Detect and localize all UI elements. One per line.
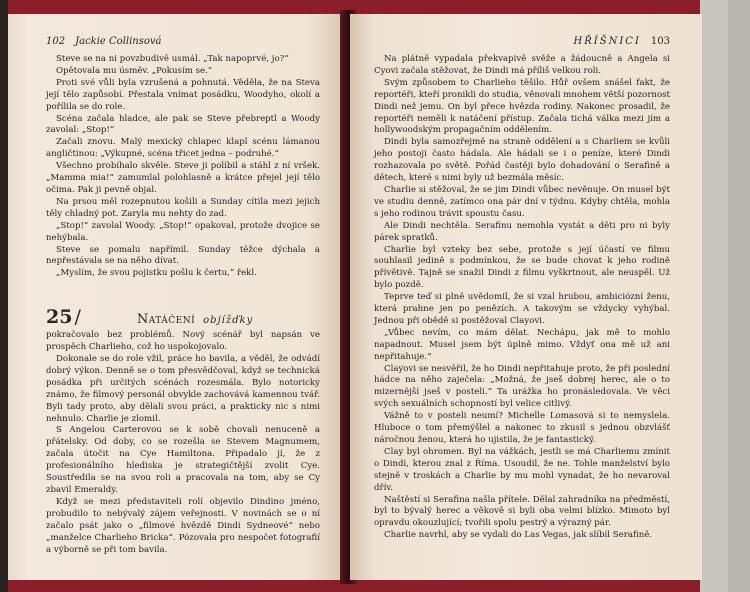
chapter-title: Natáčení [136,312,196,328]
paragraph: Steve se na ni povzbudivě usmál. „Tak napoprvé, jo?“ [56,54,289,64]
right-page [350,14,702,580]
paragraph: Na prsou měl rozepnutou košili a Sunday cítila mezi jejich těly chladný pot. Zaryla mu nehty do zad. [46,196,320,219]
paragraph: Všechno probíhalo skvěle. Steve ji políbil a stáhl z ní vršek. „Mamma mia!“ zamumlal polohlasně a krátce přejel její tělo očima. Pak ji pevně objal. [46,161,320,195]
paragraph: Začali znovu. Malý mexický chlapec klapl scénu lámanou angličtinou: „Výkupné, scéna třicet jedna – podruhé.“ [46,137,320,160]
paragraph: Naštěstí si Serafina našla přítele. Dělal zahradníka na předměstí, byl to bývalý herec a věkově si byli oba velmi blízko. Mimoto byl opravdu okouzlující; tvořili spolu pestrý a výrazný pár. [374,494,670,529]
chapter-subtitle: objížďky [203,315,254,327]
paragraph: Dokonale se do role vžil, práce ho bavila, a věděl, že odvádí dobrý výkon. Denně se o tom přesvědčoval, když se technická posádka při určitých scénách rozesmála. Bylo notoricky známo, že filmový personál obvykle zachovává kamennou tvář. Byli tady proto, aby dělali svou práci, a prakticky nic s nimi nehnulo. Charlie je zlomil. [46,354,320,424]
chapter-slash: / [74,306,81,329]
paragraph: „Myslím, že svou pojistku pošlu k čertu,“ řekl. [56,268,257,279]
paragraph: Charlie navrhl, aby se vydali do Las Vegas, jak slíbil Serafině. [384,530,653,541]
paragraph: Clayovi se nesvěřil, že ho Dindi nepřitahuje proto, že při poslední hádce na něho zaječela: „Možná, že jseš dobrej herec, ale o to mizernější jseš v posteli.“ Ta urážka ho pronásledovala. Ve věci svých sexuálních schopností byl velice citlivý. [374,363,670,410]
right-running-head [374,36,670,50]
right-page-number: 103 [650,36,670,47]
paragraph: Steve se pomalu napřímil. Sunday těžce dýchala a nepřestávala se na něho dívat. [46,244,320,267]
left-page-number: 102 [46,36,66,47]
paragraph: pokračovalo bez problémů. Nový scénář byl napsán ve prospěch Charlieho, což ho uspokojovalo. [46,330,320,353]
paragraph: Když se mezi představiteli rolí objevilo Dindino jméno, probudilo to nebývalý zájem veřejnosti. V novinách se o ní začalo psát jako o „filmové hvězdě Dindi Sydneové“ nebo „manželce Charlieho Bricka“. Pózovala pro nespočet fotografií a výborně se při tom bavila. [46,496,320,555]
left-running-head-author: Jackie Collinsová [75,36,162,47]
paragraph: „Stop!“ zavolal Woody. „Stop!“ opakoval, protože dvojice se nehýbala. [46,220,320,243]
left-running-head [46,36,320,50]
paragraph: Vážně to v posteli neumí? Michelle Lomasová si to nemyslela. Hluboce o tom přemýšlel a nakonec to zkusil s jednou obzvlášť náročnou ženou, která ho ujistila, že je fantastický. [374,411,670,445]
left-page-text-bottom [46,330,320,556]
paragraph: „Vůbec nevím, co mám dělat. Nechápu, jak mě to mohlo napadnout. Musel jsem být úplně mimo. Vždyť ona mě už ani nepřitahuje.“ [374,327,670,362]
chapter-heading [46,306,320,330]
paragraph: Dindi byla samozřejmě na straně oddělení a s Charliem se kvůli jeho postoji často hádala. Ale hádali se i o peníze, které Dindi rozhazovala po světě. Pořád častěji bylo dohadování o Serafině a dětech, které s nimi byly už bezmála měsíc. [374,137,670,184]
paragraph: Proti své vůli byla vzrušená a pohnutá. Věděla, že na Steva její tělo zapůsobí. Přestala vnímat posádku, Woodyho, okolí a pořílila se do role. [46,77,320,112]
paragraph: Teprve teď si plně uvědomil, že si vzal hrubou, ambiciózní ženu, která prahne jen po penězích. A takovým se vždycky vyhýbal. Jednou při obědě si postěžoval Clayovi. [374,292,670,326]
paragraph: Charlie byl vzteky bez sebe, protože s její účastí ve filmu souhlasil jedině s podmínkou, že se bude chovat k jeho rodině přívětivě. Tajně se snažil Dindi z filmu vyškrtnout, ale neuspěl. Už bylo pozdě. [374,244,670,291]
paragraph: S Angelou Carterovou se k sobě chovali nenuceně a přátelsky. Od doby, co se rozešla se Stevem Magnumem, začala útočit na Cye Hamiltona. Připadalo jí, že z profesionálního hlediska je strategičtější zvolit Cye. Soustředila se na svou roli a pracovala na tom, aby se Cy zbavil Emeraldy. [46,425,320,495]
left-page [8,14,346,580]
paragraph: Clay byl ohromen. Byl na vážkách, jestli se má Charliemu zmínit o Dindi, kterou znal z Říma. Usoudil, že ne. Tohle manželství bylo stejně v troskách a Charlie by mu mohl vynadat, že ho nevaroval dřív. [374,446,670,493]
paragraph: Na plátně vypadala překvapivě svěže a žádoucně a Angela si Cyovi začala stěžovat, že Dindi má příliš velkou roli. [374,54,670,76]
right-page-text [374,54,670,542]
paragraph: Scéna začala hladce, ale pak se Steve přebreptl a Woody zavolal: „Stop!“ [46,113,320,136]
table-surface-left [0,0,8,592]
paragraph: Ale Dindi nechtěla. Serafinu nemohla vystát a děti pro ni byly párek spratků. [374,220,670,243]
right-running-head-title: HŘÍŠNICI [573,36,641,47]
table-surface-edge [728,0,750,592]
chapter-number: 25 [46,306,73,329]
paragraph: Charlie si stěžoval, že se jim Dindi vůbec nevěnuje. On musel být ve studiu denně, zatímco ona pár dní v týdnu. Kdyby chtěla, mohla s jeho rodinou trávit spoustu času. [374,184,670,219]
left-page-text-top [46,54,320,280]
paragraph: Svým způsobem to Charlieho těšilo. Hůř ovšem snášel fakt, že reportéři, kteří pronikli do studia, věnovali mnohem větší pozornost Dindi než jemu. On byl přece hvězda rodiny. Nakonec prosadil, že reportéři neměli k natáčení přístup. Začala tichá válka mezi jím a hollywoodským propagačním oddělením. [374,77,670,136]
paragraph: Opětovala mu úsměv. „Pokusím se.“ [56,65,213,76]
